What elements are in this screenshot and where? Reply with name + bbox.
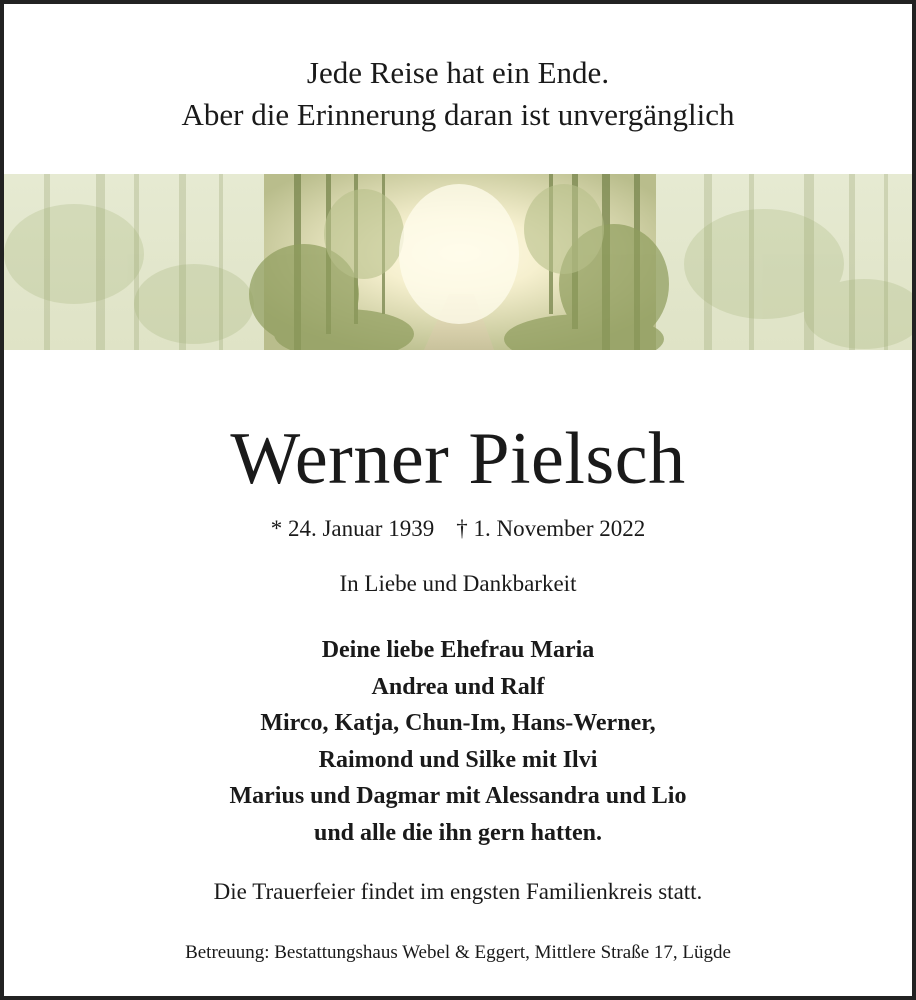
forest-path-image [4,174,912,350]
birth-date: * 24. Januar 1939 [270,516,435,541]
dedication: In Liebe und Dankbarkeit [339,571,577,596]
motto-line-2: Aber die Erinnerung daran ist unvergänglich [181,97,735,132]
funeral-home-credit: Betreuung: Bestattungshaus Webel & Eggert, Mittlere Straße 17, Lügde [185,942,731,963]
mourner-line: Marius und Dagmar mit Alessandra und Lio [229,783,687,809]
mourner-line: Raimond und Silke mit Ilvi [318,746,598,773]
mourner-line: und alle die ihn gern hatten. [313,819,603,846]
motto-line-1: Jede Reise hat ein Ende. [306,55,610,90]
mourner-line: Deine liebe Ehefrau Maria [321,637,595,663]
life-dates [4,514,912,544]
deceased-name: Werner Pielsch [230,418,686,500]
forest-banner [4,174,912,350]
mourner-line: Andrea und Ralf [371,673,545,700]
motto [4,52,912,136]
funeral-notice: Die Trauerfeier findet im engsten Familienkreis statt. [213,879,703,904]
death-date: † 1. November 2022 [456,516,646,541]
mourner-line: Mirco, Katja, Chun-Im, Hans-Werner, [260,710,656,736]
mourners-list [4,632,912,851]
